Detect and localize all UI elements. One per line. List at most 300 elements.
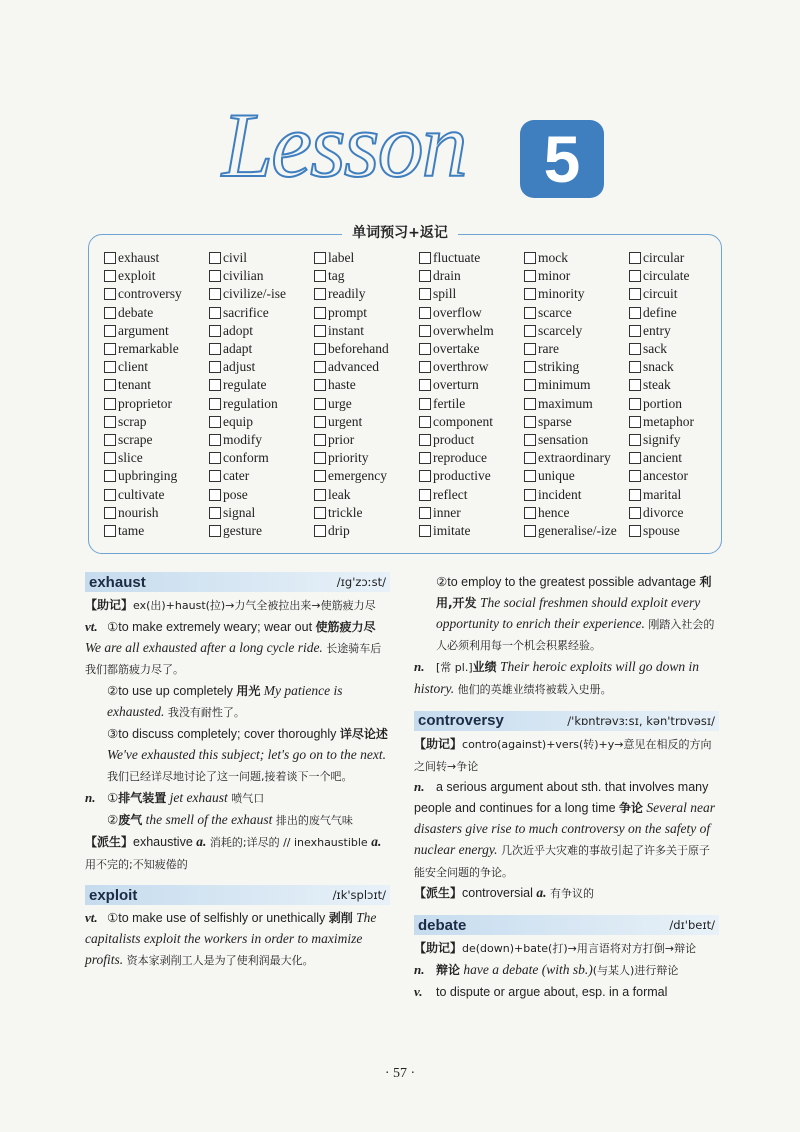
- wordlist-word: tenant: [118, 377, 151, 393]
- sense: n. a serious argument about sth. that involves many people and continues for a long time 争论 Several near disasters give rise to much controversy on the safety of nuclear energy. 几次近乎大灾难的事故引起了许多关于原子能安全问题的争论。: [414, 779, 715, 879]
- wordlist-item[interactable]: [629, 376, 724, 394]
- checkbox-icon[interactable]: [209, 379, 221, 391]
- headword: exhaust: [89, 573, 146, 591]
- checkbox-icon[interactable]: [209, 288, 221, 300]
- checkbox-icon[interactable]: [209, 489, 221, 501]
- headword-bar-exploit: [85, 885, 390, 905]
- wordlist-item[interactable]: [209, 340, 314, 358]
- wordlist-item[interactable]: [104, 431, 209, 449]
- checkbox-icon[interactable]: [629, 270, 641, 282]
- wordlist-word: readily: [328, 286, 366, 302]
- mnemonic: 【助记】ex(出)+haust(拉)→力气全被拉出来→使筋疲力尽: [85, 598, 376, 612]
- wordlist-item[interactable]: [314, 504, 419, 522]
- checkbox-icon[interactable]: [629, 416, 641, 428]
- wordlist-word: inner: [433, 504, 461, 520]
- checkbox-icon[interactable]: [314, 270, 326, 282]
- wordlist-item[interactable]: [209, 395, 314, 413]
- checkbox-icon[interactable]: [209, 252, 221, 264]
- wordlist-item[interactable]: [314, 304, 419, 322]
- wordlist-word: remarkable: [118, 341, 179, 357]
- wordlist-word: striking: [538, 359, 580, 375]
- checkbox-icon[interactable]: [629, 252, 641, 264]
- lesson-word: Lesson: [222, 94, 466, 196]
- wordlist-word: hence: [538, 504, 570, 520]
- checkbox-icon[interactable]: [314, 361, 326, 373]
- wordlist-word: generalise/-ize: [538, 522, 617, 538]
- checkbox-icon[interactable]: [104, 288, 116, 300]
- wordlist-item[interactable]: [419, 504, 524, 522]
- sense: vt. ①to make extremely weary; wear out 使筋疲力尽 We are all exhausted after a long cycle ride. 长途骑车后我们都筋疲力尽了。: [85, 618, 382, 677]
- wordlist-word: gesture: [223, 522, 262, 538]
- headword-bar-debate: [414, 915, 719, 935]
- sense: v. to dispute or argue about, esp. in a formal: [414, 983, 668, 999]
- checkbox-icon[interactable]: [314, 288, 326, 300]
- wordlist-word: scarcely: [538, 322, 583, 338]
- phonetic: /dɪ'beɪt/: [669, 918, 715, 933]
- wordlist-item[interactable]: [104, 467, 209, 485]
- wordlist-item[interactable]: [314, 395, 419, 413]
- wordlist-word: sparse: [538, 413, 572, 429]
- wordlist-word: drip: [328, 522, 350, 538]
- wordlist-item[interactable]: [629, 304, 724, 322]
- wordlist-item[interactable]: [209, 376, 314, 394]
- wordlist-item[interactable]: [419, 522, 524, 540]
- checkbox-icon[interactable]: [209, 416, 221, 428]
- wordlist-word: civilian: [223, 268, 264, 284]
- wordlist-item[interactable]: [104, 504, 209, 522]
- checkbox-icon[interactable]: [419, 343, 431, 355]
- wordlist-item[interactable]: [314, 467, 419, 485]
- wordlist-item[interactable]: [524, 467, 629, 485]
- checkbox-icon[interactable]: [314, 379, 326, 391]
- checkbox-icon[interactable]: [104, 489, 116, 501]
- wordlist-word: marital: [643, 486, 682, 502]
- wordlist-word: ancestor: [643, 468, 688, 484]
- checkbox-icon[interactable]: [524, 470, 536, 482]
- wordlist-word: regulate: [223, 377, 267, 393]
- wordlist-word: advanced: [328, 359, 379, 375]
- wordlist-item[interactable]: [629, 449, 724, 467]
- wordlist-word: unique: [538, 468, 575, 484]
- wordlist-word: portion: [643, 395, 682, 411]
- wordlist-item[interactable]: [209, 485, 314, 503]
- checkbox-icon[interactable]: [524, 307, 536, 319]
- wordlist-item[interactable]: [314, 285, 419, 303]
- checkbox-icon[interactable]: [524, 343, 536, 355]
- wordlist-word: metaphor: [643, 413, 694, 429]
- wordlist-item[interactable]: [314, 485, 419, 503]
- wordlist-word: sacrifice: [223, 304, 269, 320]
- checkbox-icon[interactable]: [209, 343, 221, 355]
- wordlist-item[interactable]: [419, 340, 524, 358]
- headword: exploit: [89, 886, 138, 904]
- wordlist-item[interactable]: [209, 249, 314, 267]
- wordlist-word: urgent: [328, 413, 363, 429]
- wordlist-item[interactable]: [629, 413, 724, 431]
- checkbox-icon[interactable]: [104, 525, 116, 537]
- checkbox-icon[interactable]: [419, 379, 431, 391]
- wordlist-item[interactable]: [419, 285, 524, 303]
- wordlist-item[interactable]: [419, 449, 524, 467]
- wordlist-item[interactable]: [314, 358, 419, 376]
- wordlist-word: instant: [328, 322, 364, 338]
- wordlist-word: equip: [223, 413, 253, 429]
- wordlist-item[interactable]: [524, 504, 629, 522]
- wordlist-word: slice: [118, 450, 143, 466]
- wordlist-item[interactable]: [524, 522, 629, 540]
- wordlist-item[interactable]: [524, 485, 629, 503]
- wordlist-word: define: [643, 304, 677, 320]
- checkbox-icon[interactable]: [104, 507, 116, 519]
- wordlist-word: trickle: [328, 504, 363, 520]
- checkbox-icon[interactable]: [104, 270, 116, 282]
- wordlist-item[interactable]: [524, 267, 629, 285]
- wordlist-word: argument: [118, 322, 169, 338]
- checkbox-icon[interactable]: [314, 470, 326, 482]
- wordlist-item[interactable]: [314, 413, 419, 431]
- wordlist-item[interactable]: [209, 467, 314, 485]
- checkbox-icon[interactable]: [419, 252, 431, 264]
- checkbox-icon[interactable]: [419, 489, 431, 501]
- checkbox-icon[interactable]: [314, 252, 326, 264]
- wordlist-item[interactable]: [419, 376, 524, 394]
- checkbox-icon[interactable]: [524, 379, 536, 391]
- checkbox-icon[interactable]: [209, 325, 221, 337]
- wordlist-item[interactable]: [209, 449, 314, 467]
- checkbox-icon[interactable]: [314, 489, 326, 501]
- wordlist-item[interactable]: [629, 395, 724, 413]
- wordlist-word: circular: [643, 250, 685, 266]
- wordlist-column: [419, 249, 524, 540]
- checkbox-icon[interactable]: [419, 416, 431, 428]
- checkbox-icon[interactable]: [314, 343, 326, 355]
- wordlist-item[interactable]: [104, 304, 209, 322]
- wordlist-column: [209, 249, 314, 540]
- wordlist-word: reflect: [433, 486, 468, 502]
- wordlist-word: adapt: [223, 341, 253, 357]
- checkbox-icon[interactable]: [209, 361, 221, 373]
- wordlist-word: circuit: [643, 286, 678, 302]
- wordlist-word: leak: [328, 486, 351, 502]
- wordlist-item[interactable]: [104, 485, 209, 503]
- wordlist-item[interactable]: [104, 249, 209, 267]
- sense: ②to use up completely 用光 My patience is exhausted. 我没有耐性了。: [107, 683, 343, 719]
- phonetic: /ɪk'splɔɪt/: [332, 888, 386, 903]
- wordlist-word: overflow: [433, 304, 482, 320]
- checkbox-icon[interactable]: [209, 307, 221, 319]
- wordlist-item[interactable]: [629, 467, 724, 485]
- wordlist-word: fertile: [433, 395, 466, 411]
- wordlist-item[interactable]: [419, 358, 524, 376]
- wordlist-word: scrap: [118, 413, 147, 429]
- checkbox-icon[interactable]: [209, 525, 221, 537]
- wordlist-word: entry: [643, 322, 671, 338]
- checkbox-icon[interactable]: [629, 379, 641, 391]
- wordlist-word: incident: [538, 486, 582, 502]
- wordlist-item[interactable]: [629, 522, 724, 540]
- checkbox-icon[interactable]: [419, 361, 431, 373]
- wordlist-item[interactable]: [629, 285, 724, 303]
- checkbox-icon[interactable]: [419, 470, 431, 482]
- checkbox-icon[interactable]: [524, 398, 536, 410]
- wordlist-item[interactable]: [314, 267, 419, 285]
- checkbox-icon[interactable]: [524, 489, 536, 501]
- wordlist-item[interactable]: [209, 285, 314, 303]
- wordlist-item[interactable]: [209, 431, 314, 449]
- checkbox-icon[interactable]: [524, 270, 536, 282]
- checkbox-icon[interactable]: [314, 525, 326, 537]
- checkbox-icon[interactable]: [419, 325, 431, 337]
- wordlist-item[interactable]: [314, 449, 419, 467]
- wordlist-word: adopt: [223, 322, 253, 338]
- wordlist-word: sensation: [538, 431, 589, 447]
- checkbox-icon[interactable]: [629, 398, 641, 410]
- wordlist-word: proprietor: [118, 395, 172, 411]
- checkbox-icon[interactable]: [209, 398, 221, 410]
- wordlist-item[interactable]: [524, 304, 629, 322]
- left-column: [85, 572, 390, 972]
- wordlist-word: imitate: [433, 522, 471, 538]
- wordlist-column: [629, 249, 724, 540]
- wordlist-word: conform: [223, 450, 269, 466]
- wordlist-item[interactable]: [524, 395, 629, 413]
- wordlist-word: maximum: [538, 395, 593, 411]
- wordlist-item[interactable]: [209, 267, 314, 285]
- phonetic: /'kɒntrəvɜːsɪ, kən'trɒvəsɪ/: [567, 713, 715, 728]
- wordlist-word: emergency: [328, 468, 387, 484]
- phonetic: /ɪg'zɔːst/: [336, 575, 386, 589]
- wordlist-item[interactable]: [314, 249, 419, 267]
- wordlist-item[interactable]: [419, 467, 524, 485]
- checkbox-icon[interactable]: [314, 416, 326, 428]
- wordlist-item[interactable]: [104, 322, 209, 340]
- checkbox-icon[interactable]: [419, 507, 431, 519]
- checkbox-icon[interactable]: [104, 252, 116, 264]
- wordlist-word: steak: [643, 377, 671, 393]
- wordlist-word: beforehand: [328, 341, 389, 357]
- wordlist-item[interactable]: [419, 304, 524, 322]
- checkbox-icon[interactable]: [314, 434, 326, 446]
- derivation: 【派生】exhaustive a. 消耗的;详尽的 // inexhaustible a. 用不完的;不知疲倦的: [85, 833, 382, 871]
- wordlist-word: prompt: [328, 304, 367, 320]
- checkbox-icon[interactable]: [104, 416, 116, 428]
- wordlist-word: signify: [643, 431, 681, 447]
- headword-bar-exhaust: [85, 572, 390, 592]
- wordlist-item[interactable]: [629, 431, 724, 449]
- checkbox-icon[interactable]: [314, 507, 326, 519]
- checkbox-icon[interactable]: [209, 434, 221, 446]
- wordlist-word: scrape: [118, 431, 153, 447]
- checkbox-icon[interactable]: [524, 361, 536, 373]
- wordlist-item[interactable]: [419, 413, 524, 431]
- checkbox-icon[interactable]: [629, 470, 641, 482]
- wordlist-item[interactable]: [419, 395, 524, 413]
- wordlist-word: controversy: [118, 286, 182, 302]
- wordlist-item[interactable]: [419, 485, 524, 503]
- checkbox-icon[interactable]: [209, 452, 221, 464]
- wordlist-word: productive: [433, 468, 491, 484]
- checkbox-icon[interactable]: [629, 361, 641, 373]
- checkbox-icon[interactable]: [629, 489, 641, 501]
- wordlist-word: product: [433, 431, 475, 447]
- wordlist-word: reproduce: [433, 450, 487, 466]
- wordlist-item[interactable]: [524, 249, 629, 267]
- sense: ③to discuss completely; cover thoroughly 详尽论述 We've exhausted this subject; let's go on to the next. 我们已经详尽地讨论了这一问题,接着谈下一个吧。: [107, 726, 388, 784]
- checkbox-icon[interactable]: [629, 343, 641, 355]
- wordlist-word: tag: [328, 268, 345, 284]
- checkbox-icon[interactable]: [314, 398, 326, 410]
- wordlist-item[interactable]: [209, 358, 314, 376]
- wordlist-item[interactable]: [629, 267, 724, 285]
- wordlist-item[interactable]: [314, 522, 419, 540]
- sense: n. ①排气装置 jet exhaust 喷气口: [85, 790, 265, 806]
- checkbox-icon[interactable]: [209, 470, 221, 482]
- wordlist-word: client: [118, 359, 148, 375]
- checkbox-icon[interactable]: [209, 507, 221, 519]
- wordlist-item[interactable]: [104, 285, 209, 303]
- wordlist-word: spouse: [643, 522, 680, 538]
- sense: ②废气 the smell of the exhaust 排出的废气气味: [107, 811, 353, 827]
- wordlist-item[interactable]: [524, 358, 629, 376]
- wordlist-word: fluctuate: [433, 250, 481, 266]
- wordlist-item[interactable]: [419, 431, 524, 449]
- wordlist-item[interactable]: [524, 449, 629, 467]
- wordlist-item[interactable]: [104, 376, 209, 394]
- checkbox-icon[interactable]: [629, 434, 641, 446]
- wordlist-item[interactable]: [104, 267, 209, 285]
- checkbox-icon[interactable]: [104, 470, 116, 482]
- checkbox-icon[interactable]: [419, 434, 431, 446]
- wordlist-word: overwhelm: [433, 322, 494, 338]
- wordlist-item[interactable]: [524, 431, 629, 449]
- wordlist-item[interactable]: [629, 340, 724, 358]
- checkbox-icon[interactable]: [419, 452, 431, 464]
- checkbox-icon[interactable]: [524, 288, 536, 300]
- wordlist-item[interactable]: [524, 340, 629, 358]
- checkbox-icon[interactable]: [629, 452, 641, 464]
- wordlist-item[interactable]: [629, 485, 724, 503]
- wordlist-word: drain: [433, 268, 461, 284]
- wordlist-column: [524, 249, 629, 540]
- checkbox-icon[interactable]: [104, 434, 116, 446]
- wordlist-word: exploit: [118, 268, 156, 284]
- checkbox-icon[interactable]: [419, 525, 431, 537]
- wordlist-item[interactable]: [104, 522, 209, 540]
- checkbox-icon[interactable]: [524, 434, 536, 446]
- wordlist-word: urge: [328, 395, 352, 411]
- wordlist-item[interactable]: [104, 340, 209, 358]
- wordlist-word: divorce: [643, 504, 684, 520]
- wordlist-item[interactable]: [629, 249, 724, 267]
- wordlist-item[interactable]: [314, 376, 419, 394]
- checkbox-icon[interactable]: [629, 325, 641, 337]
- wordlist-item[interactable]: [209, 522, 314, 540]
- wordlist-word: upbringing: [118, 468, 178, 484]
- wordlist-word: rare: [538, 341, 559, 357]
- checkbox-icon[interactable]: [314, 307, 326, 319]
- wordlist-item[interactable]: [104, 358, 209, 376]
- wordlist-item[interactable]: [629, 322, 724, 340]
- wordlist-item[interactable]: [314, 431, 419, 449]
- checkbox-icon[interactable]: [629, 288, 641, 300]
- wordlist-item[interactable]: [524, 413, 629, 431]
- wordlist-word: spill: [433, 286, 457, 302]
- wordlist-item[interactable]: [419, 322, 524, 340]
- checkbox-icon[interactable]: [104, 325, 116, 337]
- checkbox-icon[interactable]: [629, 507, 641, 519]
- wordlist-column: [314, 249, 419, 540]
- wordlist-item[interactable]: [524, 322, 629, 340]
- checkbox-icon[interactable]: [524, 416, 536, 428]
- wordlist-item[interactable]: [629, 504, 724, 522]
- wordlist-word: circulate: [643, 268, 690, 284]
- right-column: [414, 572, 719, 1003]
- sense: n. [常 pl.]业绩 Their heroic exploits will go down in history. 他们的英雄业绩将被载入史册。: [414, 659, 700, 696]
- checkbox-icon[interactable]: [419, 398, 431, 410]
- checkbox-icon[interactable]: [524, 452, 536, 464]
- headword: debate: [418, 916, 467, 934]
- checkbox-icon[interactable]: [104, 452, 116, 464]
- wordlist-item[interactable]: [629, 358, 724, 376]
- wordlist-word: debate: [118, 304, 154, 320]
- wordlist-item[interactable]: [209, 304, 314, 322]
- page-number: · 57 ·: [384, 1066, 416, 1081]
- wordlist-word: snack: [643, 359, 674, 375]
- checkbox-icon[interactable]: [524, 507, 536, 519]
- checkbox-icon[interactable]: [104, 343, 116, 355]
- wordlist-grid: [104, 249, 724, 540]
- wordlist-item[interactable]: [419, 249, 524, 267]
- checkbox-icon[interactable]: [314, 325, 326, 337]
- wordlist-item[interactable]: [209, 322, 314, 340]
- derivation: 【派生】controversial a. 有争议的: [414, 885, 594, 901]
- wordlist-item[interactable]: [209, 413, 314, 431]
- wordlist-word: exhaust: [118, 250, 160, 266]
- wordlist-item[interactable]: [419, 267, 524, 285]
- mnemonic: 【助记】contro(against)+vers(转)+y→意见在相反的方向之间转→争论: [414, 736, 712, 773]
- checkbox-icon[interactable]: [209, 270, 221, 282]
- wordlist-item[interactable]: [104, 413, 209, 431]
- checkbox-icon[interactable]: [104, 379, 116, 391]
- checkbox-icon[interactable]: [104, 361, 116, 373]
- checkbox-icon[interactable]: [419, 270, 431, 282]
- checkbox-icon[interactable]: [419, 288, 431, 300]
- wordlist-item[interactable]: [314, 340, 419, 358]
- checkbox-icon[interactable]: [314, 452, 326, 464]
- wordlist-item[interactable]: [524, 285, 629, 303]
- wordlist-word: ancient: [643, 450, 682, 466]
- checkbox-icon[interactable]: [524, 525, 536, 537]
- wordlist-item[interactable]: [209, 504, 314, 522]
- checkbox-icon[interactable]: [104, 398, 116, 410]
- wordlist-word: signal: [223, 504, 256, 520]
- wordlist-item[interactable]: [104, 449, 209, 467]
- lesson-number-badge: 5: [520, 120, 604, 198]
- wordlist-word: civilize/-ise: [223, 286, 286, 302]
- wordlist-item[interactable]: [524, 376, 629, 394]
- wordlist-word: minor: [538, 268, 571, 284]
- wordlist-item[interactable]: [314, 322, 419, 340]
- mnemonic: 【助记】de(down)+bate(打)→用言语将对方打倒→辩论: [414, 941, 697, 956]
- checkbox-icon[interactable]: [524, 252, 536, 264]
- wordlist-word: priority: [328, 450, 369, 466]
- checkbox-icon[interactable]: [629, 525, 641, 537]
- checkbox-icon[interactable]: [629, 307, 641, 319]
- wordlist-item[interactable]: [104, 395, 209, 413]
- checkbox-icon[interactable]: [524, 325, 536, 337]
- checkbox-icon[interactable]: [419, 307, 431, 319]
- checkbox-icon[interactable]: [104, 307, 116, 319]
